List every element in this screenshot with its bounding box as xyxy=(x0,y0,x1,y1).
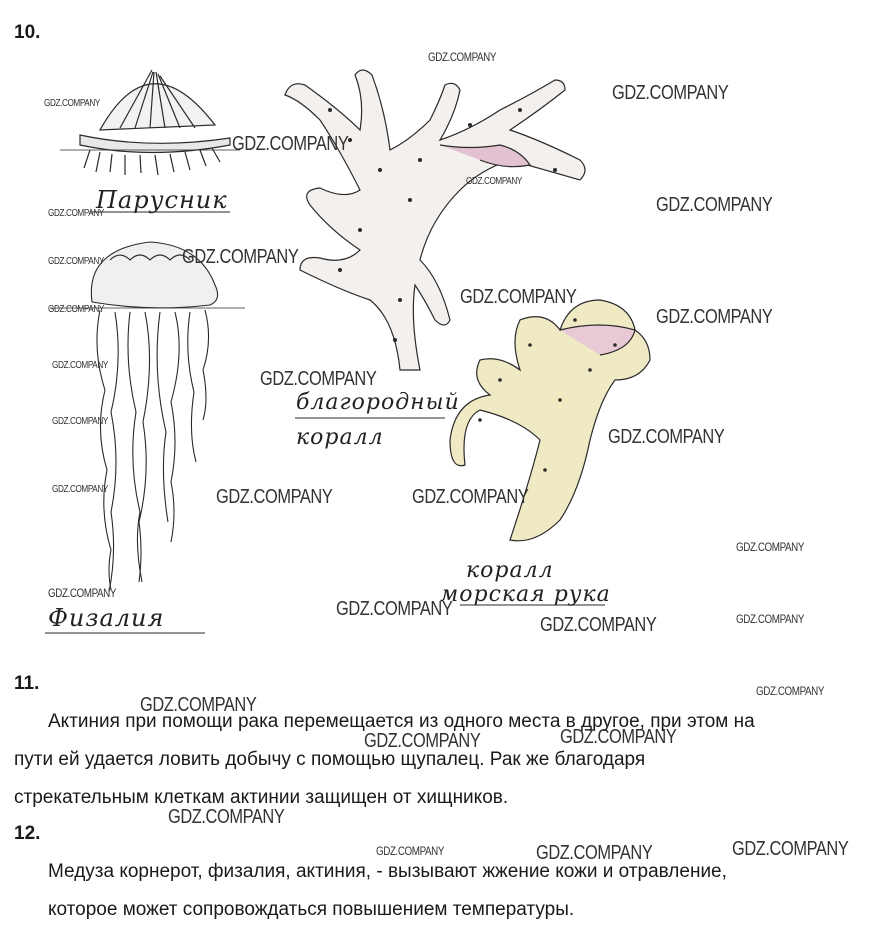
watermark: GDZ.COMPANY xyxy=(656,194,773,216)
watermark: GDZ.COMPANY xyxy=(182,246,299,268)
task-number-10: 10. xyxy=(14,22,41,43)
watermark: GDZ.COMPANY xyxy=(336,598,453,620)
task-12-line: которое может сопровождаться повышением температуры. xyxy=(48,899,575,920)
task-11-line: пути ей удается ловить добычу с помощью щупалец. Рак же благодаря xyxy=(14,749,646,770)
watermark: GDZ.COMPANY xyxy=(536,842,653,864)
watermark: GDZ.COMPANY xyxy=(44,98,100,109)
watermark: GDZ.COMPANY xyxy=(460,286,577,308)
task-number-12: 12. xyxy=(14,823,41,844)
task-number-11: 11. xyxy=(14,673,40,694)
watermark: GDZ.COMPANY xyxy=(428,50,497,64)
watermark: GDZ.COMPANY xyxy=(540,614,657,636)
label-sea-hand-line1: коралл xyxy=(466,558,554,583)
watermark: GDZ.COMPANY xyxy=(140,694,257,716)
watermark: GDZ.COMPANY xyxy=(608,426,725,448)
watermark: GDZ.COMPANY xyxy=(168,806,285,828)
watermark: GDZ.COMPANY xyxy=(656,306,773,328)
watermark: GDZ.COMPANY xyxy=(364,730,481,752)
watermark: GDZ.COMPANY xyxy=(376,844,445,858)
watermark: GDZ.COMPANY xyxy=(612,82,729,104)
watermark: GDZ.COMPANY xyxy=(48,586,117,600)
watermark: GDZ.COMPANY xyxy=(48,304,104,315)
watermark: GDZ.COMPANY xyxy=(466,176,522,187)
velella-drawing xyxy=(60,70,240,175)
watermark: GDZ.COMPANY xyxy=(736,540,805,554)
physalia-drawing xyxy=(50,242,245,592)
label-noble-coral-line2: коралл xyxy=(296,425,384,450)
sea-hand-coral-drawing xyxy=(450,300,650,541)
label-parusnik: Парусник xyxy=(96,186,228,214)
watermark: GDZ.COMPANY xyxy=(560,726,677,748)
watermark: GDZ.COMPANY xyxy=(52,416,108,427)
label-sea-hand-line2: морская рука xyxy=(440,582,611,607)
label-noble-coral-line1: благородный xyxy=(296,390,460,415)
watermark: GDZ.COMPANY xyxy=(232,133,349,155)
watermark: GDZ.COMPANY xyxy=(52,360,108,371)
watermark: GDZ.COMPANY xyxy=(48,256,104,267)
watermark: GDZ.COMPANY xyxy=(260,368,377,390)
watermark: GDZ.COMPANY xyxy=(736,612,805,626)
task-12-line: Медуза корнерот, физалия, актиния, - вызывают жжение кожи и отравление, xyxy=(48,861,727,882)
watermark: GDZ.COMPANY xyxy=(52,484,108,495)
watermark: GDZ.COMPANY xyxy=(732,838,849,860)
watermark: GDZ.COMPANY xyxy=(412,486,529,508)
task-11-line: стрекательным клеткам актинии защищен от хищников. xyxy=(14,787,509,808)
watermark: GDZ.COMPANY xyxy=(216,486,333,508)
watermark: GDZ.COMPANY xyxy=(48,208,104,219)
task-11-answer xyxy=(14,703,874,817)
watermark: GDZ.COMPANY xyxy=(756,684,825,698)
label-fizaliya: Физалия xyxy=(48,604,165,632)
task-11-line: Актиния при помощи рака перемещается из одного места в другое, при этом на xyxy=(48,711,755,732)
task-12-answer xyxy=(14,853,874,929)
